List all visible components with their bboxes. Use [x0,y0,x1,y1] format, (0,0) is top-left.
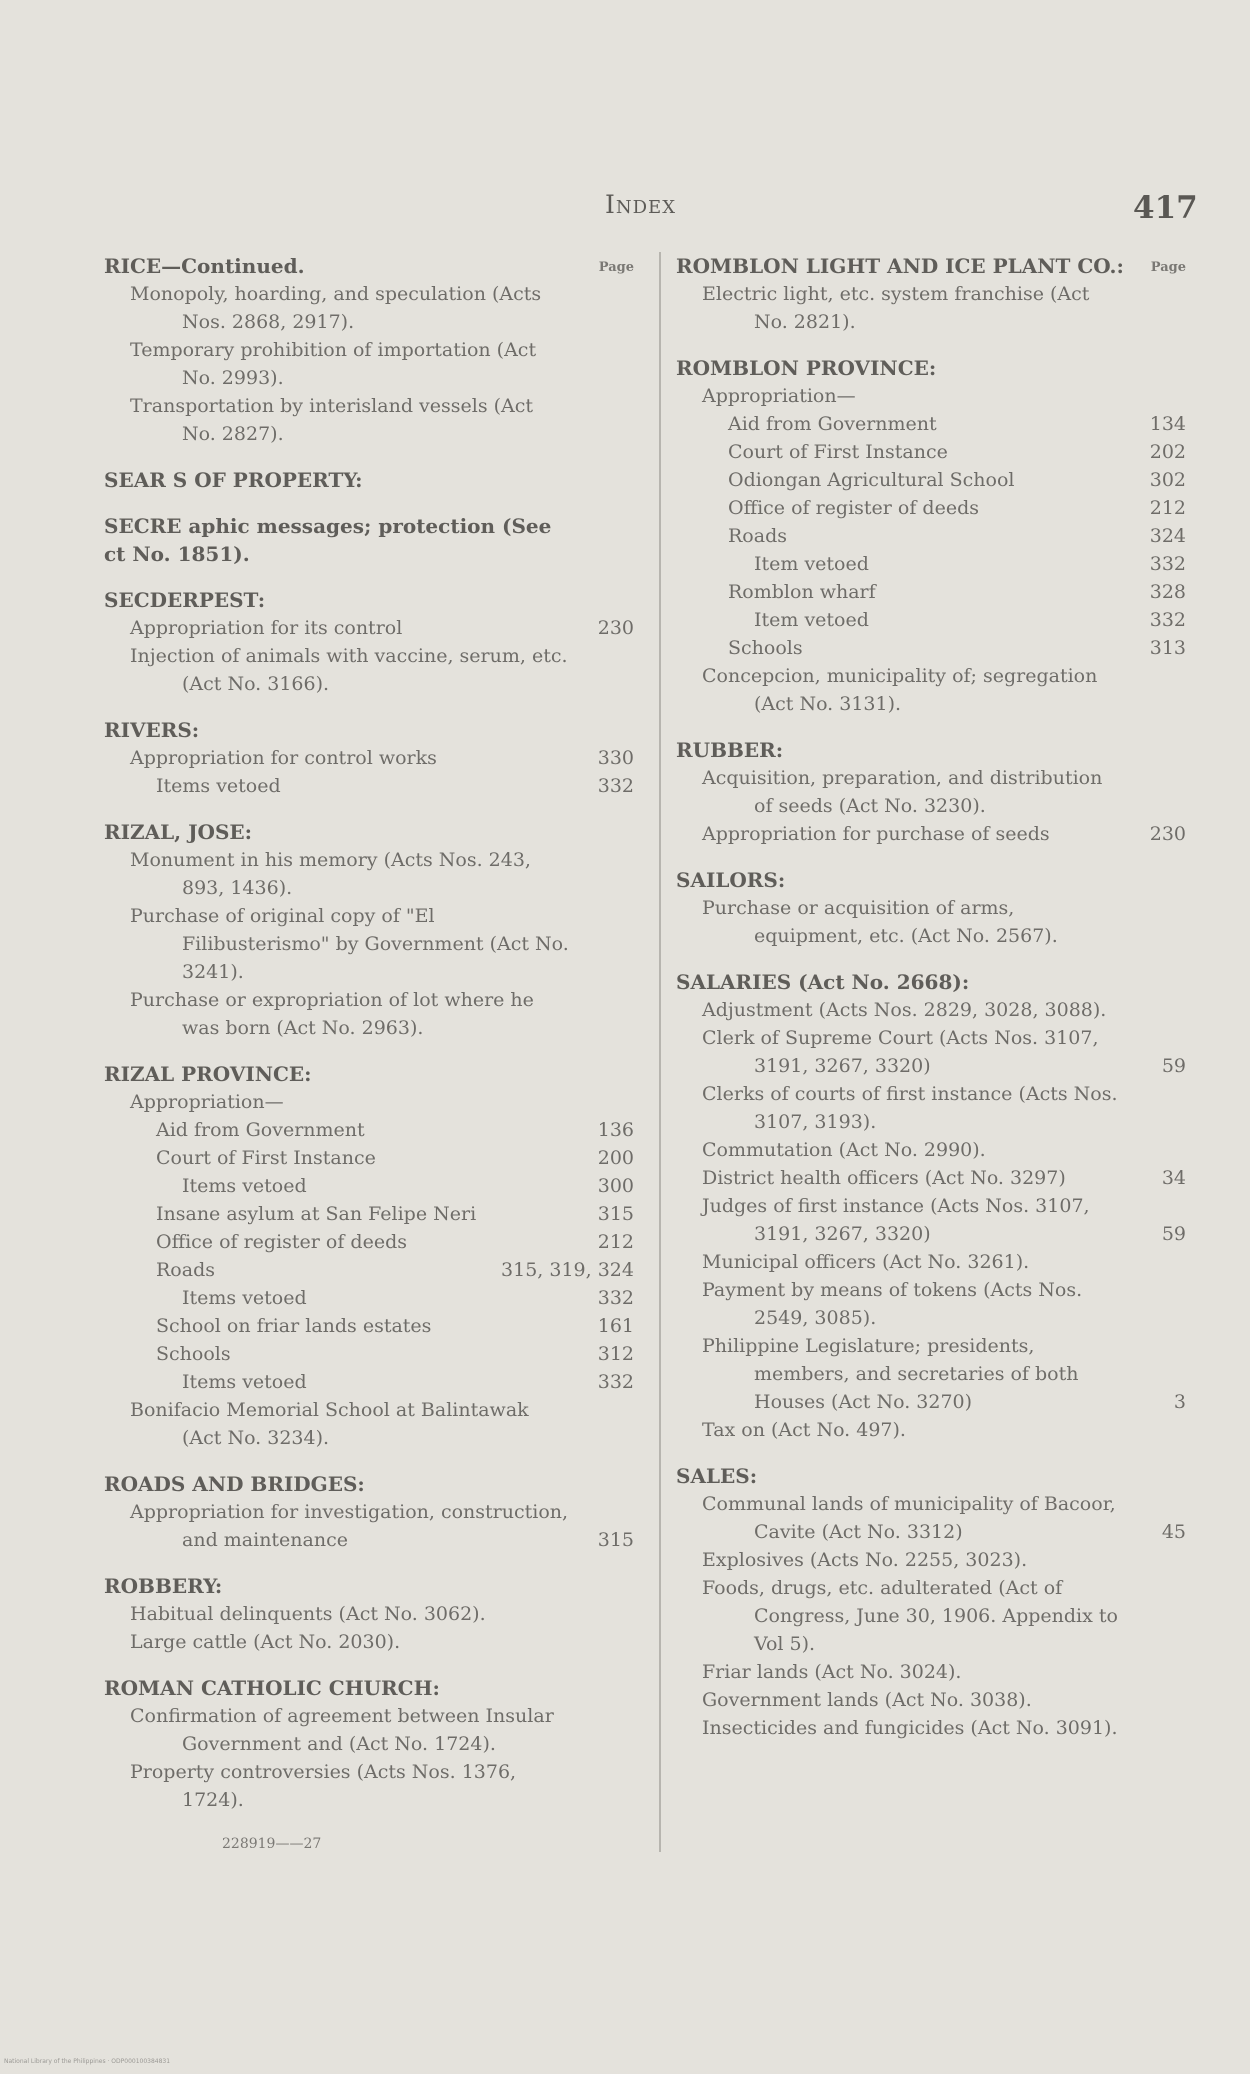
index-entry [676,410,1186,438]
section-heading-text: RIZAL, JOSE: [104,820,253,844]
index-entry [676,1276,1186,1332]
section-heading-text: SALES: [676,1464,758,1488]
entry-text: Purchase or expropriation of lot where he was born (Act No. 2963). [130,989,534,1039]
index-entry [676,1416,1186,1444]
index-section [104,716,634,800]
section-heading [104,818,634,846]
section-heading [104,466,634,494]
entry-text: Adjustment (Acts Nos. 2829, 3028, 3088). [702,999,1107,1021]
entry-text: Items vetoed [182,1371,307,1393]
entry-text: Judges of first instance (Acts Nos. 3107, 3191, 3267, 3320) [702,1195,1090,1245]
index-entry [676,634,1186,662]
index-section [104,512,634,568]
index-entry [104,1312,634,1340]
index-entry [104,642,634,698]
entry-text: Habitual delinquents (Act No. 3062). [130,1603,486,1625]
section-heading [104,1674,634,1702]
section-heading [676,1462,1186,1490]
entry-text: Municipal officers (Act No. 3261). [702,1251,1030,1273]
index-entry [104,986,634,1042]
entry-page-ref: 34 [1161,1167,1186,1189]
running-head: Index [605,190,677,219]
entry-page-ref: 59 [1161,1055,1186,1077]
index-section [104,1572,634,1656]
entry-text: Insane asylum at San Felipe Neri [156,1203,477,1225]
entry-page-ref: 332 [597,775,634,797]
section-heading [676,866,1186,894]
section-heading-text: RIZAL PROVINCE: [104,1062,312,1086]
index-entry [104,1498,634,1554]
entry-page-ref: 45 [1161,1521,1186,1543]
entry-text: Item vetoed [754,609,869,631]
index-entry [676,1574,1186,1658]
entry-text: Items vetoed [182,1175,307,1197]
entry-page-ref: 230 [1149,823,1186,845]
index-section [104,466,634,494]
entry-page-ref: 324 [1149,525,1186,547]
section-heading [104,586,634,614]
subheading: Appropriation— [130,1091,284,1113]
index-entry [676,466,1186,494]
index-entry [676,494,1186,522]
section-heading-text: ROMBLON LIGHT AND ICE PLANT CO.: [676,254,1124,278]
entry-text: Injection of animals with vaccine, serum, etc. (Act No. 3166). [130,645,568,695]
entry-page-ref: 328 [1149,581,1186,603]
entry-page-ref: 212 [597,1231,634,1253]
column-divider [659,252,661,1852]
section-heading [676,736,1186,764]
right-column [676,252,1186,1760]
section-heading-text: ROMBLON PROVINCE: [676,356,937,380]
index-entry [676,438,1186,466]
entry-text: Court of First Instance [156,1147,376,1169]
index-entry [104,1144,634,1172]
index-entry [676,662,1186,718]
entry-text: Communal lands of municipality of Bacoor, Cavite (Act No. 3312) [702,1493,1116,1543]
index-section [104,1470,634,1554]
index-entry [676,550,1186,578]
entry-text: Explosives (Acts No. 2255, 3023). [702,1549,1028,1571]
entry-page-ref: 315 [597,1203,634,1225]
entry-page-ref: 134 [1149,413,1186,435]
index-entry [676,1658,1186,1686]
section-heading-text: ROMAN CATHOLIC CHURCH: [104,1676,440,1700]
index-entry [676,1248,1186,1276]
section-heading-text: SECRE aphic messages; protection (See ct No. 1851). [104,514,552,566]
index-entry [104,1172,634,1200]
entry-text: Appropriation for investigation, construction, and maintenance [130,1501,569,1551]
index-entry [676,1686,1186,1714]
entry-text: Aid from Government [156,1119,365,1141]
index-entry [676,1024,1186,1080]
index-entry [104,1702,634,1758]
section-heading-text: SEAR S OF PROPERTY: [104,468,363,492]
entry-text: Large cattle (Act No. 2030). [130,1631,401,1653]
entry-page-ref: 59 [1161,1223,1186,1245]
entry-text: Confirmation of agreement between Insular Government and (Act No. 1724). [130,1705,554,1755]
entry-text: Schools [728,637,803,659]
entry-text: District health officers (Act No. 3297) [702,1167,1066,1189]
index-entry [676,1136,1186,1164]
entry-page-ref: 212 [1149,497,1186,519]
section-heading-text: SAILORS: [676,868,786,892]
index-entry [104,1340,634,1368]
entry-text: Tax on (Act No. 497). [702,1419,906,1441]
entry-text: Aid from Government [728,413,937,435]
entry-text: Appropriation for purchase of seeds [702,823,1050,845]
entry-page-ref: 313 [1149,637,1186,659]
entry-text: Commutation (Act No. 2990). [702,1139,986,1161]
index-entry [676,820,1186,848]
section-heading [104,716,634,744]
section-heading [676,252,1186,280]
entry-text: Clerk of Supreme Court (Acts Nos. 3107, 3191, 3267, 3320) [702,1027,1099,1077]
entry-page-ref: 200 [597,1147,634,1169]
entry-text: Concepcion, municipality of; segregation (Act No. 3131). [702,665,1098,715]
index-section [104,1060,634,1452]
index-entry [104,772,634,800]
index-entry [676,894,1186,950]
printer-signature: 228919——27 [222,1836,322,1852]
section-heading [104,512,634,568]
section-heading-text: SALARIES (Act No. 2668): [676,970,970,994]
entry-text: Item vetoed [754,553,869,575]
entry-text: Philippine Legislature; presidents, members, and secretaries of both Houses (Act No. 3270) [702,1335,1079,1413]
entry-text: Foods, drugs, etc. adulterated (Act of Congress, June 30, 1906. Appendix to Vol 5). [702,1577,1118,1655]
entry-text: Odiongan Agricultural School [728,469,1015,491]
index-section [676,252,1186,336]
entry-page-ref: 136 [597,1119,634,1141]
section-heading-text: RIVERS: [104,718,200,742]
section-heading-text: RICE—Continued. [104,254,305,278]
entry-page-ref: 300 [597,1175,634,1197]
section-heading [104,1060,634,1088]
index-entry [104,392,634,448]
index-entry [676,1714,1186,1742]
index-entry [676,1192,1186,1248]
entry-text: Roads [728,525,787,547]
index-entry [104,744,634,772]
entry-page-ref: 332 [597,1287,634,1309]
entry-text: Clerks of courts of first instance (Acts Nos. 3107, 3193). [702,1083,1118,1133]
index-entry [676,1490,1186,1546]
index-section [676,354,1186,718]
entry-page-ref: 161 [597,1315,634,1337]
index-entry [676,996,1186,1024]
index-entry [676,1164,1186,1192]
section-heading-text: RUBBER: [676,738,784,762]
index-entry [676,606,1186,634]
left-column [104,252,634,1856]
entry-page-ref: 230 [597,617,634,639]
index-entry [104,280,634,336]
index-entry [104,1368,634,1396]
entry-text: Items vetoed [156,775,281,797]
index-entry [104,336,634,392]
page-column-label: Page [1150,260,1186,275]
entry-text: School on friar lands estates [156,1315,432,1337]
entry-page-ref: 332 [1149,609,1186,631]
index-entry [104,1758,634,1814]
index-entry [676,280,1186,336]
entry-text: Purchase of original copy of "El Filibusterismo" by Government (Act No. 3241). [130,905,569,983]
index-entry [676,522,1186,550]
index-section [104,586,634,698]
index-entry [676,1332,1186,1416]
section-heading [104,252,634,280]
index-entry [104,902,634,986]
index-section [676,866,1186,950]
section-heading [676,968,1186,996]
entry-page-ref: 312 [597,1343,634,1365]
index-entry [104,1284,634,1312]
entry-text: Monument in his memory (Acts Nos. 243, 893, 1436). [130,849,531,899]
section-heading-text: ROBBERY: [104,1574,223,1598]
index-entry [104,614,634,642]
page-number: 417 [1133,190,1198,226]
entry-text: Office of register of deeds [156,1231,407,1253]
section-heading [104,1572,634,1600]
entry-text: Romblon wharf [728,581,876,603]
entry-text: Office of register of deeds [728,497,979,519]
entry-page-ref: 330 [597,747,634,769]
index-entry [676,1080,1186,1136]
index-section [676,1462,1186,1742]
entry-text: Items vetoed [182,1287,307,1309]
subheading: Appropriation— [702,385,856,407]
index-entry [676,578,1186,606]
entry-page-ref: 332 [597,1371,634,1393]
entry-text: Insecticides and fungicides (Act No. 3091). [702,1717,1118,1739]
entry-page-ref: 315, 319, 324 [501,1259,634,1281]
section-heading [676,354,1186,382]
entry-text: Roads [156,1259,215,1281]
index-entry [676,764,1186,820]
entry-text: Payment by means of tokens (Acts Nos. 2549, 3085). [702,1279,1083,1329]
entry-text: Acquisition, preparation, and distribution of seeds (Act No. 3230). [702,767,1103,817]
index-entry [104,1200,634,1228]
index-entry [104,1116,634,1144]
index-entry [104,1228,634,1256]
entry-text: Schools [156,1343,231,1365]
index-entry [676,1546,1186,1574]
entry-text: Purchase or acquisition of arms, equipment, etc. (Act No. 2567). [702,897,1058,947]
entry-text: Court of First Instance [728,441,948,463]
entry-page-ref: 202 [1149,441,1186,463]
entry-page-ref: 3 [1173,1391,1186,1413]
index-entry [104,1256,634,1284]
section-heading [104,1470,634,1498]
index-section [104,252,634,448]
page-column-label: Page [598,260,634,275]
section-heading-text: ROADS AND BRIDGES: [104,1472,365,1496]
entry-text: Electric light, etc. system franchise (Act No. 2821). [702,283,1090,333]
entry-text: Monopoly, hoarding, and speculation (Acts Nos. 2868, 2917). [130,283,542,333]
index-entry [104,846,634,902]
index-section [104,1674,634,1814]
entry-text: Appropriation for its control [130,617,403,639]
entry-text: Friar lands (Act No. 3024). [702,1661,962,1683]
index-section [676,968,1186,1444]
entry-text: Appropriation for control works [130,747,437,769]
entry-page-ref: 302 [1149,469,1186,491]
scan-footer-mark: National Library of the Philippines · ODP000100384831 [4,2058,171,2065]
index-section [104,818,634,1042]
index-entry [104,1396,634,1452]
entry-page-ref: 332 [1149,553,1186,575]
section-heading-text: SECDERPEST: [104,588,266,612]
index-section [676,736,1186,848]
entry-text: Property controversies (Acts Nos. 1376, 1724). [130,1761,517,1811]
entry-text: Transportation by interisland vessels (Act No. 2827). [130,395,534,445]
entry-text: Bonifacio Memorial School at Balintawak (Act No. 3234). [130,1399,529,1449]
index-entry [104,1600,634,1628]
entry-text: Government lands (Act No. 3038). [702,1689,1032,1711]
entry-text: Temporary prohibition of importation (Act No. 2993). [130,339,537,389]
index-entry [104,1628,634,1656]
entry-page-ref: 315 [597,1529,634,1551]
